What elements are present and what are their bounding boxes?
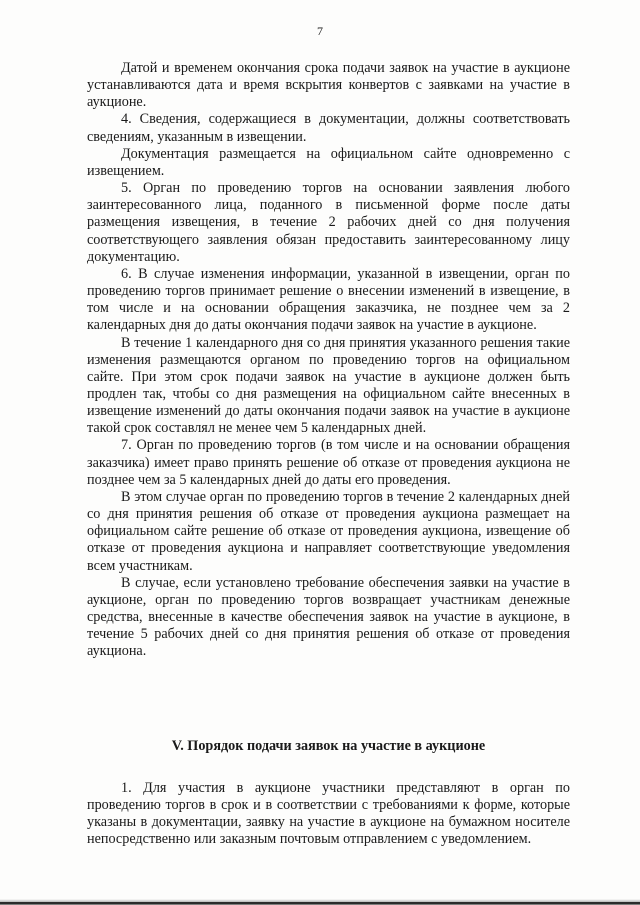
- scan-edge-line: [0, 902, 640, 904]
- paragraph: 1. Для участия в аукционе участники представляют в орган по проведению торгов в срок и в соответствии с требованиями к форме, которые указаны в документации, заявку на участие в аукционе на бумажном носителе непосредственно или заказным почтовым отправлением с уведомлением.: [87, 780, 570, 848]
- paragraph: 5. Орган по проведению торгов на основании заявления любого заинтересованного лица, поданного в письменной форме после даты размещения извещения, в течение 2 рабочих дней со дня получения соответствующего заявления обязан предоставить заинтересованному лицу документацию.: [87, 180, 570, 265]
- section-heading: V. Порядок подачи заявок на участие в аукционе: [171, 738, 486, 754]
- paragraph: 7. Орган по проведению торгов (в том числе и на основании обращения заказчика) имеет право принять решение об отказе от проведения аукциона не позднее чем за 5 календарных дней до даты его проведения.: [87, 437, 570, 488]
- paragraph: В течение 1 календарного дня со дня принятия указанного решения такие изменения размещаются органом по проведению торгов на официальном сайте. При этом срок подачи заявок на участие в аукционе должен быть продлен так, чтобы со дня размещения на официальном сайте внесенных в извещение изменений до даты окончания подачи заявок на участие в аукционе такой срок составлял не менее чем 5 календарных дней.: [87, 334, 570, 437]
- page-number: 7: [317, 24, 323, 38]
- paragraph: Документация размещается на официальном сайте одновременно с извещением.: [87, 145, 570, 179]
- paragraph: 4. Сведения, содержащиеся в документации, должны соответствовать сведениям, указанным в извещении.: [87, 111, 570, 145]
- section-body-text: [87, 780, 570, 849]
- section-heading-block: [87, 738, 570, 755]
- paragraph: В случае, если установлено требование обеспечения заявки на участие в аукционе, орган по проведению торгов возвращает участникам денежные средства, внесенные в качестве обеспечения заявок на участие в аукционе, в течение 5 рабочих дней со дня принятия решения об отказе от проведения аукциона.: [87, 574, 570, 660]
- paragraph: В этом случае орган по проведению торгов в течение 2 календарных дней со дня принятия решения об отказе от проведения аукциона размещает на официальном сайте решение об отказе от проведения аукциона, извещение об отказе от проведения аукциона и направляет соответствующие уведомления всем участникам.: [87, 488, 570, 574]
- body-text: [87, 60, 570, 660]
- paragraph: Датой и временем окончания срока подачи заявок на участие в аукционе устанавливаются дата и время вскрытия конвертов с заявками на участие в аукционе.: [87, 60, 570, 111]
- paragraph: 6. В случае изменения информации, указанной в извещении, орган по проведению торгов принимает решение о внесении изменений в извещение, в том числе и на основании обращения заказчика, не позднее чем за 2 календарных дня до даты окончания подачи заявок на участие в аукционе.: [87, 265, 570, 334]
